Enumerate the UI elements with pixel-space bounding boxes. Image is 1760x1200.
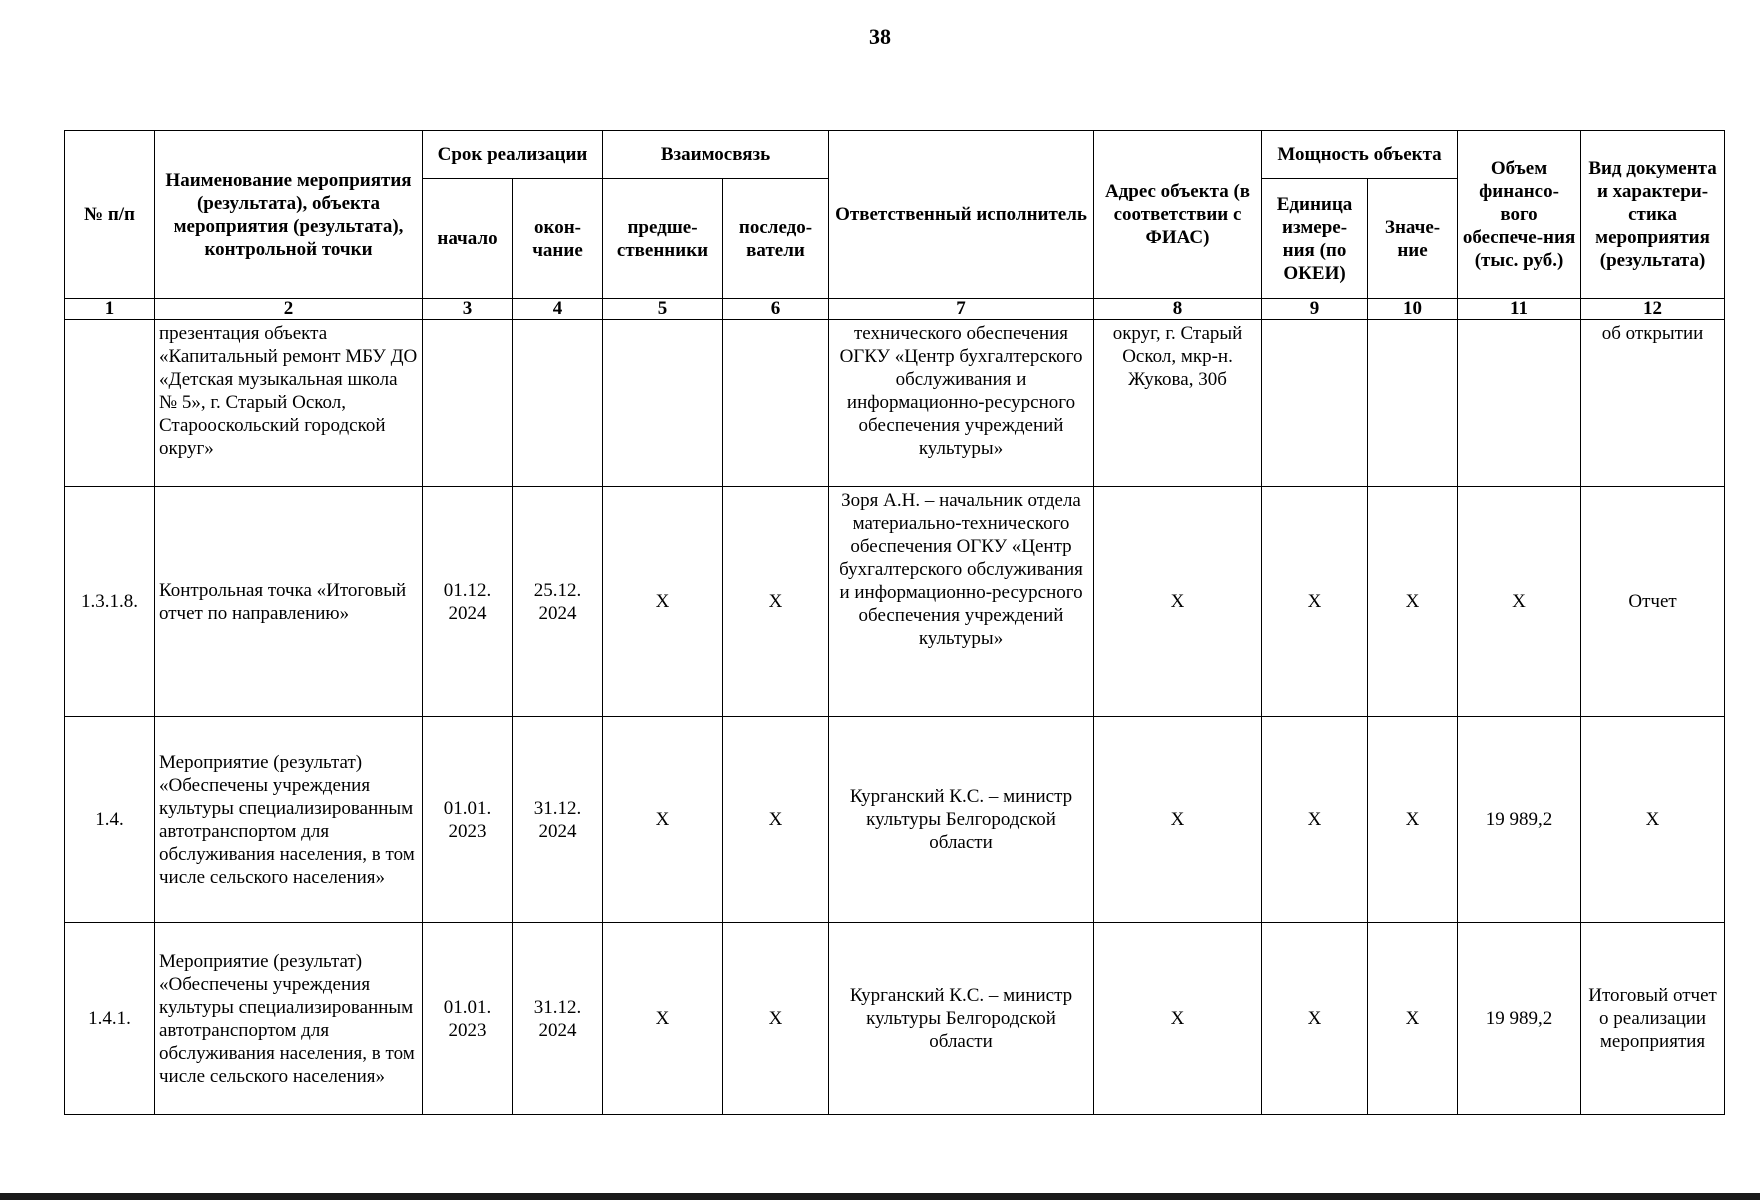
table-row <box>65 487 1725 717</box>
row-next <box>723 320 829 487</box>
row-address: X <box>1094 487 1262 717</box>
row-end: 31.12. 2024 <box>513 923 603 1115</box>
header-link: Взаимосвязь <box>603 131 829 179</box>
header-term-end: окон-чание <box>513 179 603 299</box>
row-value: X <box>1368 923 1458 1115</box>
table-row <box>65 320 1725 487</box>
row-name: презентация объекта «Капитальный ремонт МБУ ДО «Детская музыкальная школа № 5», г. Старый Оскол, Старооскольский городской округ» <box>155 320 423 487</box>
header-capacity: Мощность объекта <box>1262 131 1458 179</box>
row-start <box>423 320 513 487</box>
row-doc: об открытии <box>1581 320 1725 487</box>
row-name: Контрольная точка «Итоговый отчет по направлению» <box>155 487 423 717</box>
header-name: Наименование мероприятия (результата), объекта мероприятия (результата), контрольной точки <box>155 131 423 299</box>
table-row <box>65 717 1725 923</box>
header-finance: Объем финансо-вого обеспече-ния (тыс. руб.) <box>1458 131 1581 299</box>
column-number: 12 <box>1581 299 1725 320</box>
row-executor: технического обеспечения ОГКУ «Центр бухгалтерского обслуживания и информационно-ресурсного обеспечения учреждений культуры» <box>829 320 1094 487</box>
row-start: 01.01. 2023 <box>423 923 513 1115</box>
row-value <box>1368 320 1458 487</box>
row-address: X <box>1094 923 1262 1115</box>
row-executor: Курганский К.С. – министр культуры Белгородской области <box>829 923 1094 1115</box>
header-num: № п/п <box>65 131 155 299</box>
row-end: 31.12. 2024 <box>513 717 603 923</box>
header-link-prev: предше-ственники <box>603 179 723 299</box>
column-numbers-row <box>65 299 1725 320</box>
row-doc: Итоговый отчет о реализации мероприятия <box>1581 923 1725 1115</box>
row-next: X <box>723 487 829 717</box>
header-capacity-unit: Единица измере-ния (по ОКЕИ) <box>1262 179 1368 299</box>
header-address: Адрес объекта (в соответствии с ФИАС) <box>1094 131 1262 299</box>
column-number: 6 <box>723 299 829 320</box>
row-unit: X <box>1262 717 1368 923</box>
row-finance <box>1458 320 1581 487</box>
table-header <box>65 131 1725 320</box>
table-row <box>65 923 1725 1115</box>
column-number: 8 <box>1094 299 1262 320</box>
row-start: 01.12. 2024 <box>423 487 513 717</box>
column-number: 7 <box>829 299 1094 320</box>
header-link-next: последо-ватели <box>723 179 829 299</box>
row-num: 1.3.1.8. <box>65 487 155 717</box>
row-prev: X <box>603 487 723 717</box>
header-term-start: начало <box>423 179 513 299</box>
column-number: 5 <box>603 299 723 320</box>
row-next: X <box>723 923 829 1115</box>
row-doc: Отчет <box>1581 487 1725 717</box>
row-num: 1.4. <box>65 717 155 923</box>
header-capacity-value: Значе-ние <box>1368 179 1458 299</box>
row-address: округ, г. Старый Оскол, мкр-н. Жукова, 30б <box>1094 320 1262 487</box>
column-number: 10 <box>1368 299 1458 320</box>
row-unit: X <box>1262 487 1368 717</box>
row-finance: 19 989,2 <box>1458 923 1581 1115</box>
row-address: X <box>1094 717 1262 923</box>
row-start: 01.01. 2023 <box>423 717 513 923</box>
implementation-plan-table <box>64 130 1725 1115</box>
header-term: Срок реализации <box>423 131 603 179</box>
row-finance: X <box>1458 487 1581 717</box>
row-num <box>65 320 155 487</box>
column-number: 9 <box>1262 299 1368 320</box>
row-name: Мероприятие (результат) «Обеспечены учреждения культуры специализированным автотранспортом для обслуживания населения, в том числе сельского населения» <box>155 717 423 923</box>
row-finance: 19 989,2 <box>1458 717 1581 923</box>
row-doc: X <box>1581 717 1725 923</box>
row-executor: Зоря А.Н. – начальник отдела материально-технического обеспечения ОГКУ «Центр бухгалтерского обслуживания и информационно-ресурсного обеспечения учреждений культуры» <box>829 487 1094 717</box>
row-value: X <box>1368 717 1458 923</box>
page-number: 38 <box>869 24 891 49</box>
header-doc: Вид документа и характери-стика мероприятия (результата) <box>1581 131 1725 299</box>
row-end: 25.12. 2024 <box>513 487 603 717</box>
row-prev <box>603 320 723 487</box>
row-unit <box>1262 320 1368 487</box>
column-number: 1 <box>65 299 155 320</box>
row-num: 1.4.1. <box>65 923 155 1115</box>
row-prev: X <box>603 923 723 1115</box>
column-number: 3 <box>423 299 513 320</box>
header-executor: Ответственный исполнитель <box>829 131 1094 299</box>
column-number: 11 <box>1458 299 1581 320</box>
row-prev: X <box>603 717 723 923</box>
row-name: Мероприятие (результат) «Обеспечены учреждения культуры специализированным автотранспортом для обслуживания населения, в том числе сельского населения» <box>155 923 423 1115</box>
row-value: X <box>1368 487 1458 717</box>
column-number: 2 <box>155 299 423 320</box>
scan-bottom-edge <box>0 1193 1760 1200</box>
row-end <box>513 320 603 487</box>
row-unit: X <box>1262 923 1368 1115</box>
row-executor: Курганский К.С. – министр культуры Белгородской области <box>829 717 1094 923</box>
row-next: X <box>723 717 829 923</box>
column-number: 4 <box>513 299 603 320</box>
